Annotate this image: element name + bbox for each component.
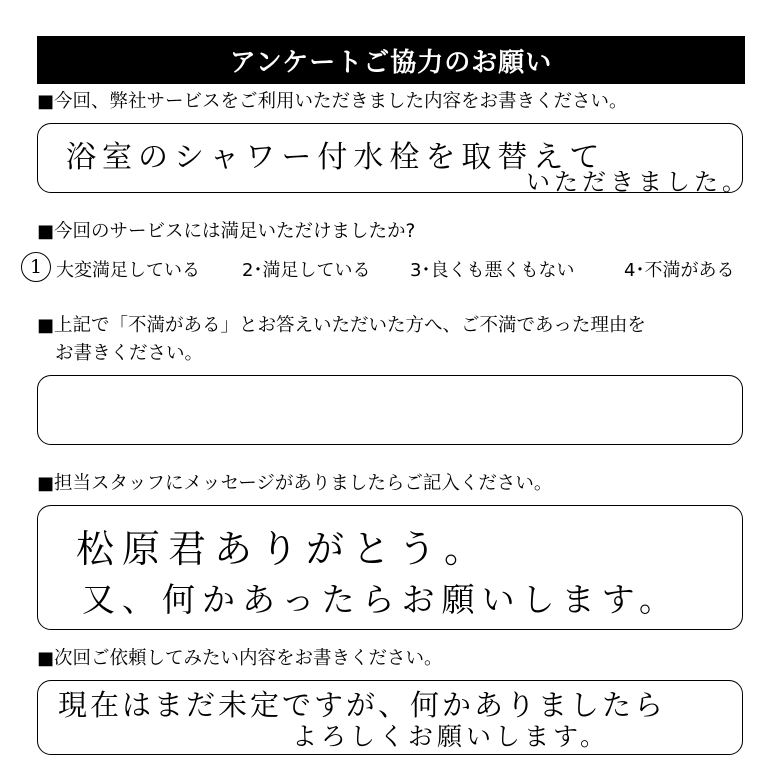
option-3[interactable]: 3･良くも悪くもない	[410, 260, 575, 281]
option-2[interactable]: 2･満足している	[242, 260, 371, 281]
handwritten-answer-4-line1: 松原君ありがとう。	[76, 527, 491, 571]
handwritten-answer-1-line1: 浴室のシャワー付水栓を取替えて	[66, 140, 606, 175]
question-3-text-cont: お書きください。	[55, 343, 204, 364]
handwritten-answer-5-line1: 現在はまだ未定ですが、何かありましたら	[58, 688, 667, 722]
selection-circle	[21, 252, 51, 282]
question-2	[37, 218, 415, 246]
handwritten-answer-4-line2: 又、何かあったらお願いします。	[82, 580, 680, 619]
question-1	[37, 88, 628, 116]
satisfaction-options	[30, 254, 760, 284]
answer-box-5[interactable]	[37, 680, 743, 755]
question-3	[37, 312, 646, 340]
question-1-text: 今回、弊社サービスをご利用いただきました内容をお書きください。	[54, 91, 628, 112]
handwritten-answer-1-line2: いただきました。	[526, 168, 750, 196]
handwritten-selection-mark: 1	[30, 256, 42, 278]
bullet-square: ■	[37, 473, 55, 494]
question-5-text: 次回ご依頼してみたい内容をお書きください。	[54, 648, 443, 669]
question-4	[37, 470, 552, 498]
question-3-text: 上記で「不満がある」とお答えいただいた方へ、ご不満であった理由を	[54, 315, 646, 336]
answer-box-1[interactable]	[37, 123, 750, 196]
bullet-square: ■	[37, 648, 55, 669]
option-4[interactable]: 4･不満がある	[624, 260, 735, 281]
question-2-text: 今回のサービスには満足いただけましたか?	[54, 221, 416, 242]
question-5	[37, 645, 443, 673]
question-4-text: 担当スタッフにメッセージがありましたらご記入ください。	[54, 473, 553, 494]
answer-box-3[interactable]	[37, 375, 743, 445]
bullet-square: ■	[37, 91, 55, 112]
answer-box-4[interactable]	[37, 505, 743, 630]
bullet-square: ■	[37, 221, 55, 242]
option-1[interactable]: 大変満足している	[56, 260, 200, 281]
survey-title: アンケートご協力のお願い	[37, 36, 745, 84]
bullet-square: ■	[37, 315, 55, 336]
handwritten-answer-5-line2: よろしくお願いします。	[292, 722, 610, 751]
